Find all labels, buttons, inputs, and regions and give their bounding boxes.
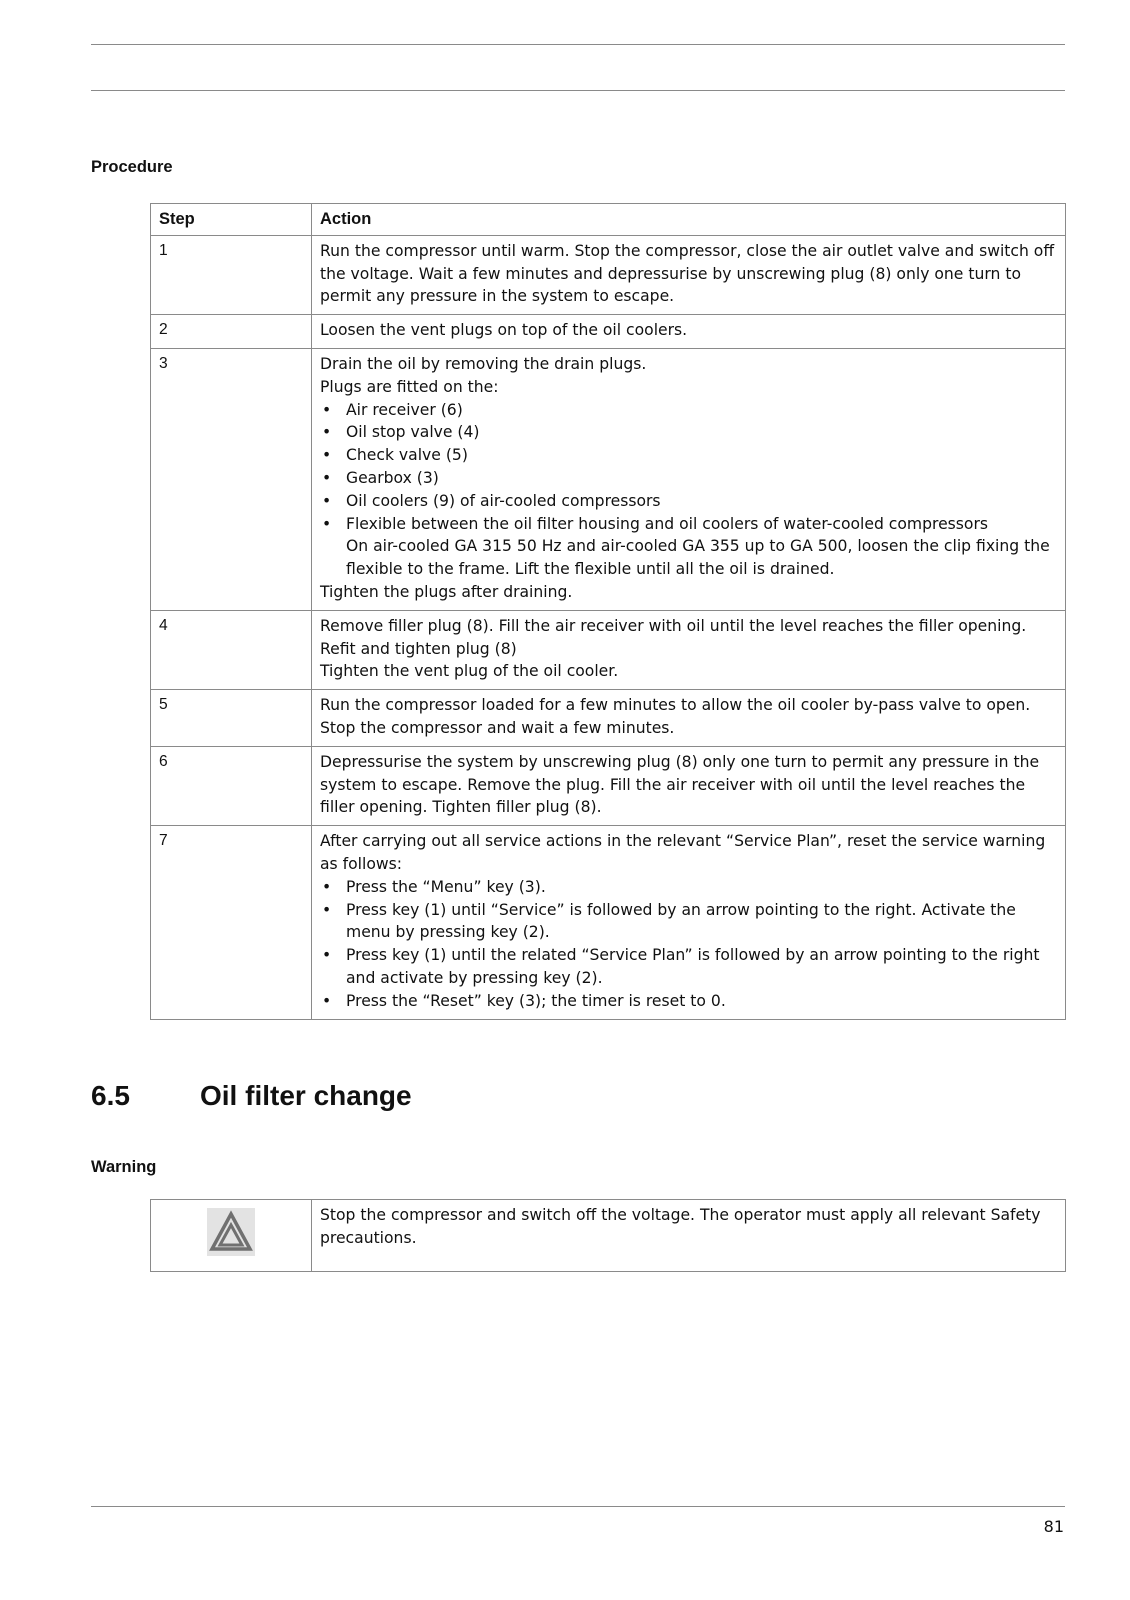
step-action: Loosen the vent plugs on top of the oil coolers. (312, 315, 1066, 349)
step-number: 3 (151, 348, 312, 610)
section-number: 6.5 (91, 1080, 130, 1111)
footer-rule (91, 1506, 1065, 1507)
procedure-label: Procedure (91, 158, 173, 176)
warning-row (151, 1200, 1066, 1272)
action-line: Tighten the plugs after draining. (320, 582, 573, 601)
header-rule-bottom (91, 90, 1065, 91)
step-action (312, 348, 1066, 610)
table-row (151, 826, 1066, 1019)
table-row (151, 690, 1066, 747)
header-step: Step (151, 204, 312, 236)
list-item: • Oil stop valve (4) (320, 421, 1057, 444)
step-number: 7 (151, 826, 312, 1019)
table-row (151, 348, 1066, 610)
step-action (312, 826, 1066, 1019)
section-title: Oil filter change (200, 1080, 412, 1111)
page-number: 81 (1043, 1517, 1064, 1536)
step-number: 6 (151, 746, 312, 825)
warning-label: Warning (91, 1158, 157, 1176)
step-action: Depressurise the system by unscrewing plug (8) only one turn to permit any pressure in the system to escape. Remove the plug. Fill the air receiver with oil until the level reaches the filler opening. Tighten filler plug (8). (312, 746, 1066, 825)
warning-table (150, 1199, 1066, 1272)
action-line: After carrying out all service actions in the relevant “Service Plan”, reset the service warning as follows: (320, 832, 1046, 873)
header-action: Action (312, 204, 1066, 236)
table-row (151, 315, 1066, 349)
header-rule-top (91, 44, 1065, 45)
action-line: Remove filler plug (8). Fill the air receiver with oil until the level reaches the filler opening. Refit and tighten plug (8) (320, 616, 1027, 658)
reset-list (320, 876, 1057, 1013)
step-number: 5 (151, 690, 312, 747)
warning-triangle-icon (207, 1208, 255, 1256)
plug-list (320, 399, 1057, 536)
list-item: • Check valve (5) (320, 444, 1057, 467)
step-action (312, 610, 1066, 689)
list-item: • Press key (1) until “Service” is followed by an arrow pointing to the right. Activate the menu by pressing key (2). (320, 899, 1057, 945)
table-row (151, 610, 1066, 689)
step-number: 1 (151, 235, 312, 314)
list-item: • Flexible between the oil filter housing and oil coolers of water-cooled compressors (320, 513, 1057, 536)
list-item: • Gearbox (3) (320, 467, 1057, 490)
action-line: Drain the oil by removing the drain plugs. (320, 354, 647, 373)
warning-text: Stop the compressor and switch off the voltage. The operator must apply all relevant Safety precautions. (312, 1200, 1066, 1272)
action-note: On air-cooled GA 315 50 Hz and air-cooled GA 355 up to GA 500, loosen the clip fixing the flexible to the frame. Lift the flexible until all the oil is drained. (346, 537, 1050, 579)
table-row (151, 746, 1066, 825)
list-item: • Press the “Menu” key (3). (320, 876, 1057, 899)
action-line: Tighten the vent plug of the oil cooler. (320, 662, 619, 681)
step-action: Run the compressor loaded for a few minutes to allow the oil cooler by-pass valve to open. Stop the compressor and wait a few minutes. (312, 690, 1066, 747)
list-item: • Press the “Reset” key (3); the timer is reset to 0. (320, 990, 1057, 1013)
step-number: 4 (151, 610, 312, 689)
step-number: 2 (151, 315, 312, 349)
table-row (151, 235, 1066, 314)
list-item: • Press key (1) until the related “Service Plan” is followed by an arrow pointing to the right and activate by pressing key (2). (320, 944, 1057, 990)
table-header-row (151, 204, 1066, 236)
action-line: Plugs are fitted on the: (320, 377, 499, 396)
list-item: • Oil coolers (9) of air-cooled compressors (320, 490, 1057, 513)
procedure-table (150, 203, 1066, 1020)
section-heading (91, 1080, 412, 1112)
list-item: • Air receiver (6) (320, 399, 1057, 422)
step-action: Run the compressor until warm. Stop the compressor, close the air outlet valve and switch off the voltage. Wait a few minutes and depressurise by unscrewing plug (8) only one turn to permit any pressure in the system to escape. (312, 235, 1066, 314)
